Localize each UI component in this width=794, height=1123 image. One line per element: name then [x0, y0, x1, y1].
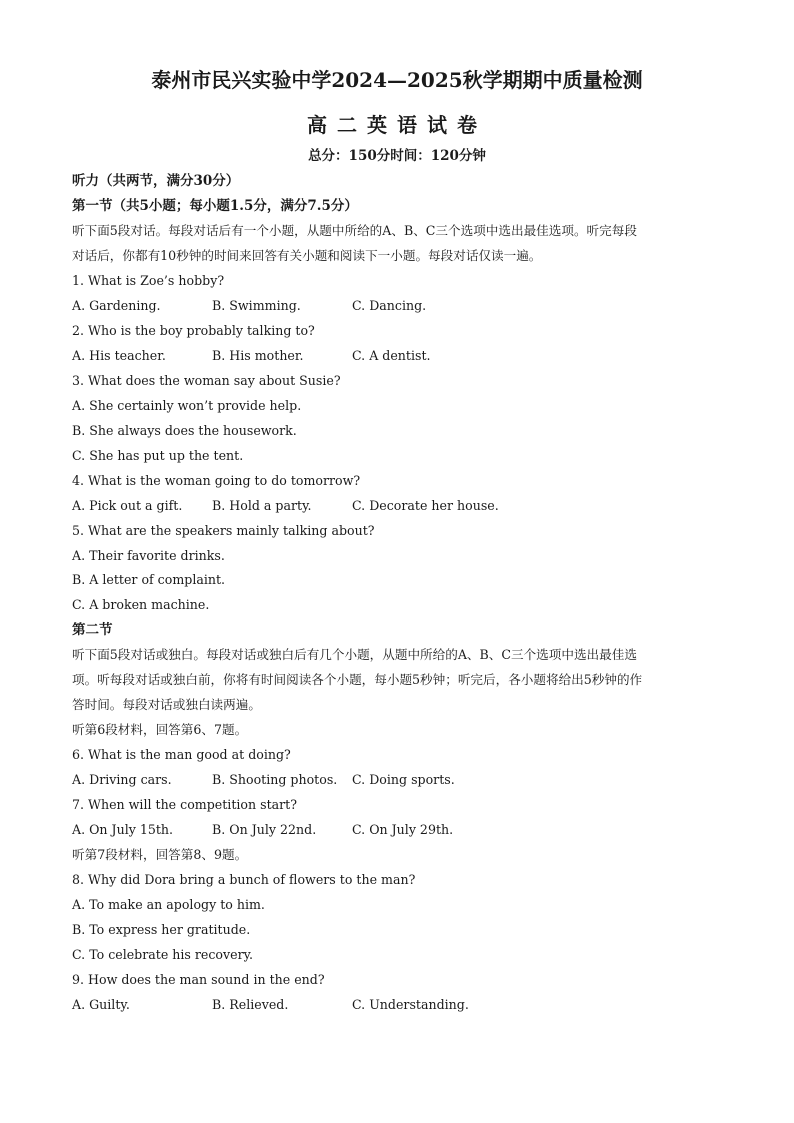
- section1-instructions-line1: 听下面5段对话。每段对话后有一个小题，从题中所给的A、B、C三个选项中选出最佳选项。听完每段: [72, 223, 637, 238]
- question-5-option-a: A. Their favorite drinks.: [72, 548, 225, 563]
- question-9-option-b: B. Relieved.: [212, 997, 289, 1012]
- listening-heading: 听力（共两节，满分30分）: [72, 173, 240, 189]
- page-subtitle: 高二英语试卷: [307, 113, 487, 137]
- question-6-option-b: B. Shooting photos.: [212, 772, 338, 787]
- question-1-option-b: B. Swimming.: [212, 298, 301, 313]
- question-4: 4. What is the woman going to do tomorrow?: [72, 473, 361, 488]
- section2-instructions-line2: 项。听每段对话或独白前，你将有时间阅读各个小题，每小题5秒钟；听完后，各小题将给出5秒钟的作: [72, 672, 643, 687]
- question-6-option-c: C. Doing sports.: [352, 772, 455, 787]
- question-8-option-c: C. To celebrate his recovery.: [72, 947, 254, 962]
- question-1-option-c: C. Dancing.: [352, 298, 427, 313]
- question-4-option-b: B. Hold a party.: [212, 498, 312, 513]
- question-3-option-c: C. She has put up the tent.: [72, 448, 244, 463]
- section1-instructions-line2: 对话后，你都有10秒钟的时间来回答有关小题和阅读下一小题。每段对话仅读一遍。: [72, 248, 542, 263]
- section1-heading: 第一节（共5小题；每小题1.5分，满分7.5分）: [72, 198, 358, 214]
- section2-heading: 第二节: [72, 622, 113, 638]
- question-9: 9. How does the man sound in the end?: [72, 972, 325, 987]
- material-6-note: 听第6段材料，回答第6、7题。: [72, 722, 248, 737]
- question-2-option-b: B. His mother.: [212, 348, 304, 363]
- page-title: 泰州市民兴实验中学2024—2025秋学期期中质量检测: [151, 68, 643, 92]
- question-9-option-a: A. Guilty.: [72, 997, 130, 1012]
- question-8-option-a: A. To make an apology to him.: [72, 897, 265, 912]
- exam-meta: 总分：150分时间：120分钟: [308, 148, 486, 164]
- question-4-option-c: C. Decorate her house.: [352, 498, 499, 513]
- question-4-option-a: A. Pick out a gift.: [72, 498, 183, 513]
- question-1-option-a: A. Gardening.: [72, 298, 161, 313]
- question-3: 3. What does the woman say about Susie?: [72, 373, 341, 388]
- question-7-option-a: A. On July 15th.: [72, 822, 174, 837]
- material-7-note: 听第7段材料，回答第8、9题。: [72, 847, 248, 862]
- question-6-option-a: A. Driving cars.: [72, 772, 172, 787]
- question-2-option-c: C. A dentist.: [352, 348, 431, 363]
- question-2-option-a: A. His teacher.: [72, 348, 166, 363]
- question-5-option-c: C. A broken machine.: [72, 597, 210, 612]
- question-2: 2. Who is the boy probably talking to?: [72, 323, 315, 338]
- question-3-option-b: B. She always does the housework.: [72, 423, 297, 438]
- question-7: 7. When will the competition start?: [72, 797, 297, 812]
- section2-instructions-line1: 听下面5段对话或独白。每段对话或独白后有几个小题，从题中所给的A、B、C三个选项中选出最佳选: [72, 647, 637, 662]
- question-9-option-c: C. Understanding.: [352, 997, 469, 1012]
- question-5: 5. What are the speakers mainly talking about?: [72, 523, 375, 538]
- question-7-option-b: B. On July 22nd.: [212, 822, 317, 837]
- question-6: 6. What is the man good at doing?: [72, 747, 291, 762]
- question-7-option-c: C. On July 29th.: [352, 822, 454, 837]
- question-8: 8. Why did Dora bring a bunch of flowers to the man?: [72, 872, 416, 887]
- question-8-option-b: B. To express her gratitude.: [72, 922, 251, 937]
- question-1: 1. What is Zoe’s hobby?: [72, 273, 225, 288]
- section2-instructions-line3: 答时间。每段对话或独白读两遍。: [72, 697, 261, 712]
- question-3-option-a: A. She certainly won’t provide help.: [72, 398, 302, 413]
- question-5-option-b: B. A letter of complaint.: [72, 572, 226, 587]
